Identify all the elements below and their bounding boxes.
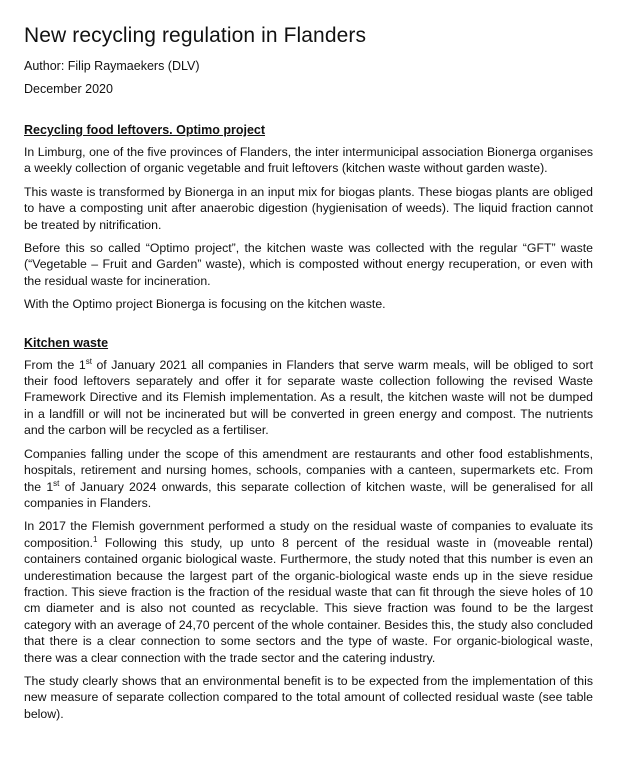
document-title: New recycling regulation in Flanders xyxy=(24,24,367,47)
section2-paragraph-1-text-a: From the 1 xyxy=(24,357,86,372)
document-author: Author: Filip Raymaekers (DLV) xyxy=(24,59,200,73)
ordinal-superscript: st xyxy=(53,478,60,488)
section1-paragraph-1: In Limburg, one of the five provinces of Flanders, the inter intermunicipal association Bionerga organises a weekly collection of organic vegetable and fruit leftovers (kitchen waste without garden waste). xyxy=(24,145,593,176)
section1-paragraph-2: This waste is transformed by Bionerga in an input mix for biogas plants. These biogas plants are obliged to have a composting unit after anaerobic digestion (hygienisation of weeds). The liquid fraction cannot be treated by nitrification. xyxy=(24,184,593,232)
section1-paragraph-3: Before this so called “Optimo project”, the kitchen waste was collected with the regular “GFT” waste (“Vegetable – Fruit and Garden” waste), which is composted without energy recuperation, or even with the residual waste for incineration. xyxy=(24,241,593,288)
ordinal-superscript: st xyxy=(85,356,92,366)
section2-paragraph-3-text-b: Following this study, up unto 8 percent of the residual waste in (moveable rental) containers contained organic biological waste. Furthermore, the study noted that this number is even an underestimation because the largest part of the organic-biological waste ends up in the sieve residue fraction. This sieve fraction is the fraction of the residual waste that can fit through the sieve holes of 10 cm diameter and is also not counted as recyclable. This sieve fraction was found to be the largest category with an average of 24,70 percent of the whole container. Besides this, the study also concluded that there is a clear connection to some sectors and the type of waste. For organic-biological waste, there was a clear connection with the trade sector and the catering industry. xyxy=(24,535,593,665)
section-heading-optimo: Recycling food leftovers. Optimo project xyxy=(24,123,266,137)
section1-paragraph-4: With the Optimo project Bionerga is focusing on the kitchen waste. xyxy=(24,297,386,312)
section-heading-kitchen-waste: Kitchen waste xyxy=(24,335,109,350)
section2-paragraph-1-text-b: of January 2021 all companies in Flanders that serve warm meals, will be obliged to sort their food leftovers separately and offer it for separate waste collection following the revised Waste Framework Directive and its Flemish implementation. As a result, the kitchen waste will not be dumped in a landfill or will not be incinerated but will be converted in green energy and compost. The nutrients and the carbon will be recycled as a fertiliser. xyxy=(24,357,593,438)
document-date: December 2020 xyxy=(24,82,113,96)
section2-paragraph-4: The study clearly shows that an environmental benefit is to be expected from the implementation of this new measure of separate collection compared to the total amount of collected residual waste (see table below). xyxy=(24,673,593,721)
section2-paragraph-3-text-a: In 2017 the Flemish government performed a study on the residual waste of companies to evaluate its composition. xyxy=(24,519,593,550)
footnote-reference[interactable]: 1 xyxy=(93,534,98,544)
section2-paragraph-2-text-b: of January 2024 onwards, this separate collection of kitchen waste, will be generalised for all companies in Flanders. xyxy=(24,479,593,510)
section2-paragraph-1 xyxy=(24,357,593,439)
section2-paragraph-2 xyxy=(24,446,593,512)
section2-paragraph-2-text-a: Companies falling under the scope of this amendment are restaurants and other food establishments, hospitals, retirement and nursing homes, schools, companies with a canteen, supermarkets etc. From the 1 xyxy=(24,446,593,494)
section2-paragraph-3 xyxy=(24,518,593,666)
